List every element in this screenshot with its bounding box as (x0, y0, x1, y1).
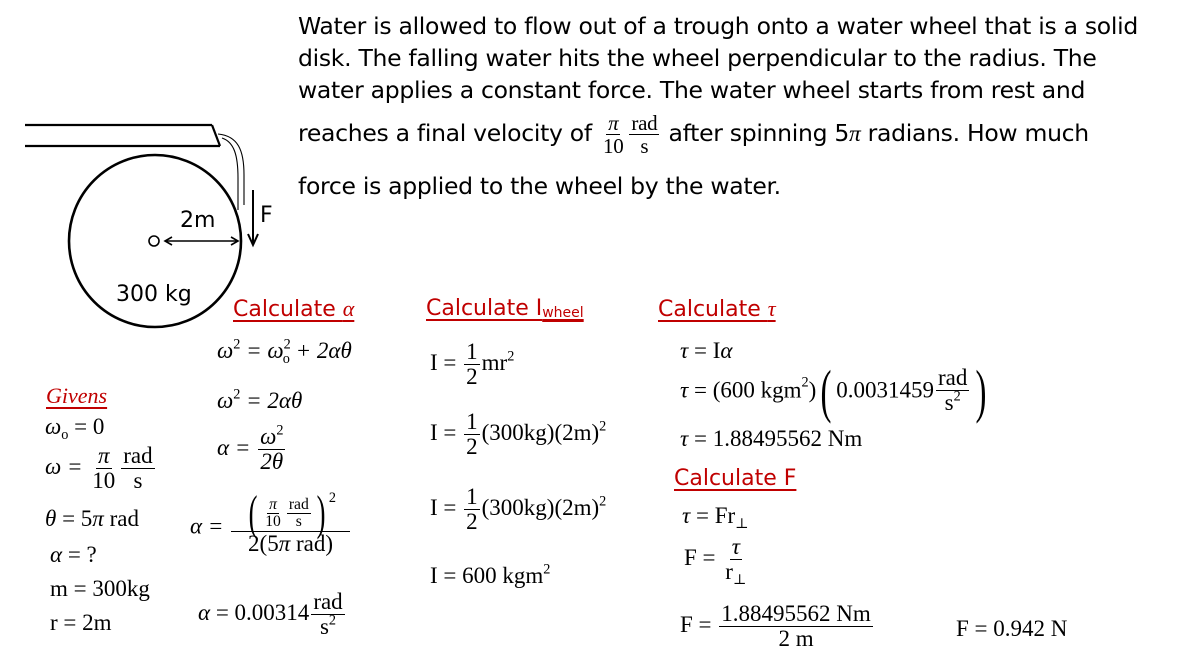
heading-calculate-alpha: Calculate α (233, 296, 355, 322)
given-mass: m = 300kg (50, 576, 150, 601)
trough (25, 125, 220, 146)
problem-statement (298, 10, 1178, 202)
heading-calculate-force: Calculate F (674, 466, 797, 491)
torque-substituted: τ = (600 kgm$^2$)( 0.0031459 $\frac{\text{rad}}{s^2}$ ) (680, 357, 987, 424)
inertia-formula: I = $\frac{1}{2}$ $mr^2$ (430, 339, 515, 390)
heading-calculate-torque: Calculate τ (658, 296, 776, 322)
inertia-substituted-repeat: I = $\frac{1}{2}$ $(300kg)(2m)^2$ (430, 484, 607, 535)
fraction-pi-over-10: $\frac{\pi}{10}$ (603, 111, 624, 159)
heading-calculate-inertia: Calculate $I_{wheel}$ (426, 296, 584, 321)
force-formula: F = $\frac{\tau}{r_\perp}$ (684, 534, 747, 589)
alpha-eq-kinematic: $\omega^2 = \omega^2_o + 2\alpha\theta$ (217, 336, 352, 367)
problem-line: water applies a constant force. The water wheel starts from rest and (298, 76, 1086, 104)
alpha-eq-simplified: $\omega^2 = 2\alpha\theta$ (217, 386, 303, 413)
force-substituted: F = $\frac{1.88495562 Nm}{2 m}$ (680, 601, 871, 652)
givens-heading: Givens (46, 383, 108, 408)
inertia-result: I = 600 kgm$^2$ (430, 561, 551, 588)
axle-point (149, 236, 159, 246)
problem-line: force is applied to the wheel by the water. (298, 172, 781, 200)
force-label: F (260, 203, 273, 228)
alpha-eq-solved: α = $\frac{\omega^2}{2\theta}$ (217, 422, 284, 475)
mass-label: 300 kg (116, 282, 192, 307)
force-arrow (248, 190, 258, 245)
fraction-rad-per-s: $\frac{\text{rad}}{s}$ (631, 111, 658, 159)
problem-line: Water is allowed to flow out of a trough onto a water wheel that is a solid (298, 12, 1138, 40)
given-radius: r = 2m (50, 610, 112, 635)
given-alpha: α = ? (50, 542, 97, 567)
alpha-result: α = 0.00314 $\frac{\text{rad}}{s^2}$ (198, 589, 343, 640)
alpha-eq-substituted: α = ( $\frac{\pi}{10}$ $\frac{\text{rad}}{s}$ ) $^2$ 2(5π rad) (190, 497, 352, 556)
force-answer: F = 0.942 N (956, 616, 1068, 641)
force-torque-relation: $\tau = Fr_\perp$ (682, 503, 749, 532)
radius-arrow (165, 237, 238, 245)
given-omega: ω = $\frac{\pi}{10}$ $\frac{\text{rad}}{s}$ (45, 443, 153, 494)
torque-formula: τ = Iα (680, 338, 733, 363)
problem-line: disk. The falling water hits the wheel perpendicular to the radius. The (298, 44, 1097, 72)
inertia-substituted: I = $\frac{1}{2}$ $(300kg)(2m)^2$ (430, 409, 607, 460)
torque-result: τ = 1.88495562 Nm (680, 426, 863, 451)
radius-label: 2m (180, 208, 216, 233)
problem-line-with-fraction: reaches a final velocity of $\frac{\pi}{10}$ $\frac{\text{rad}}{s}$ after spinning 5π radians. How much (298, 111, 1089, 159)
given-omega0: $\omega_o = 0$ (45, 414, 105, 443)
given-theta: θ = 5π rad (45, 506, 139, 531)
